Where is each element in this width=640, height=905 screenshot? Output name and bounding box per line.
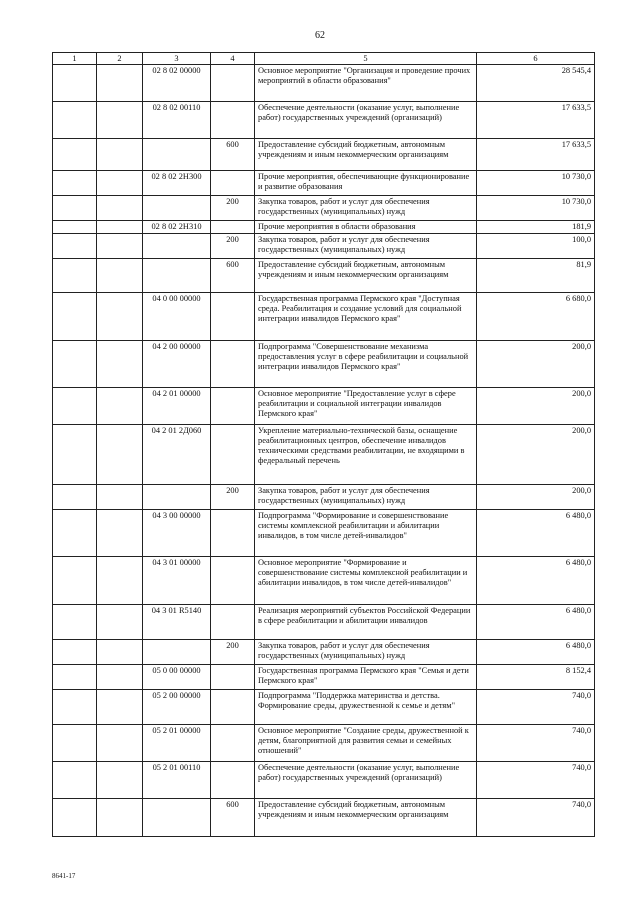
- table-header: [53, 53, 595, 65]
- cell-amount: 740,0: [477, 724, 595, 761]
- cell-amount: 81,9: [477, 258, 595, 292]
- cell-expense-type: 200: [211, 484, 255, 509]
- cell-expense-type: [211, 509, 255, 556]
- cell-name: Закупка товаров, работ и услуг для обеспечения государственных (муниципальных) нужд: [255, 196, 477, 221]
- table-row: [53, 258, 595, 292]
- cell-amount: 100,0: [477, 233, 595, 258]
- cell-amount: 6 480,0: [477, 639, 595, 664]
- cell-target-code: [143, 233, 211, 258]
- cell-expense-type: [211, 340, 255, 387]
- cell-col-1: [53, 689, 97, 724]
- cell-col-2: [97, 761, 143, 798]
- budget-table: [52, 52, 595, 837]
- cell-name: Подпрограмма "Поддержка материнства и детства. Формирование среды, дружественной к семье и детям": [255, 689, 477, 724]
- cell-name: Укрепление материально-технической базы, оснащение реабилитационных центров, обеспечение инвалидов техническими средствами реабилитации, не входящими в федеральный перечень: [255, 424, 477, 484]
- cell-col-1: [53, 798, 97, 836]
- header-col-5: 5: [255, 53, 477, 65]
- table-row: [53, 139, 595, 171]
- page-number: 62: [315, 30, 325, 41]
- table-row: [53, 340, 595, 387]
- cell-target-code: 04 3 01 R5140: [143, 604, 211, 639]
- cell-expense-type: 600: [211, 139, 255, 171]
- cell-amount: 10 730,0: [477, 196, 595, 221]
- cell-col-2: [97, 258, 143, 292]
- cell-target-code: 04 0 00 00000: [143, 292, 211, 340]
- table-row: [53, 484, 595, 509]
- header-col-3: 3: [143, 53, 211, 65]
- cell-target-code: [143, 196, 211, 221]
- table-row: [53, 221, 595, 234]
- cell-expense-type: [211, 424, 255, 484]
- cell-name: Закупка товаров, работ и услуг для обеспечения государственных (муниципальных) нужд: [255, 484, 477, 509]
- cell-target-code: 04 3 01 00000: [143, 556, 211, 604]
- cell-name: Государственная программа Пермского края "Доступная среда. Реабилитация и создание условий для социальной интеграции инвалидов Пермского края": [255, 292, 477, 340]
- cell-target-code: [143, 484, 211, 509]
- table-row: [53, 761, 595, 798]
- cell-expense-type: [211, 761, 255, 798]
- header-col-6: 6: [477, 53, 595, 65]
- cell-expense-type: [211, 556, 255, 604]
- cell-expense-type: 600: [211, 798, 255, 836]
- cell-target-code: 02 8 02 00000: [143, 65, 211, 102]
- cell-amount: 181,9: [477, 221, 595, 234]
- cell-amount: 8 152,4: [477, 664, 595, 689]
- cell-name: Реализация мероприятий субъектов Российской Федерации в сфере реабилитации и абилитации инвалидов: [255, 604, 477, 639]
- cell-col-1: [53, 509, 97, 556]
- cell-name: Закупка товаров, работ и услуг для обеспечения государственных (муниципальных) нужд: [255, 233, 477, 258]
- cell-col-2: [97, 689, 143, 724]
- cell-name: Прочие мероприятия в области образования: [255, 221, 477, 234]
- cell-expense-type: [211, 102, 255, 139]
- cell-amount: 200,0: [477, 340, 595, 387]
- cell-target-code: 05 2 01 00110: [143, 761, 211, 798]
- cell-amount: 6 480,0: [477, 556, 595, 604]
- cell-col-1: [53, 556, 97, 604]
- cell-name: Основное мероприятие "Формирование и совершенствование системы комплексной реабилитации и абилитации инвалидов, в том числе детей-инвалидов": [255, 556, 477, 604]
- cell-name: Обеспечение деятельности (оказание услуг, выполнение работ) государственных учреждений (организаций): [255, 102, 477, 139]
- cell-target-code: 04 2 01 2Д060: [143, 424, 211, 484]
- header-col-1: 1: [53, 53, 97, 65]
- cell-target-code: 05 2 00 00000: [143, 689, 211, 724]
- cell-amount: 740,0: [477, 798, 595, 836]
- cell-amount: 200,0: [477, 424, 595, 484]
- cell-col-2: [97, 639, 143, 664]
- cell-target-code: 04 2 00 00000: [143, 340, 211, 387]
- cell-col-1: [53, 424, 97, 484]
- cell-col-2: [97, 604, 143, 639]
- cell-expense-type: [211, 604, 255, 639]
- cell-target-code: 02 8 02 00110: [143, 102, 211, 139]
- table-row: [53, 424, 595, 484]
- cell-col-2: [97, 556, 143, 604]
- cell-target-code: 04 3 00 00000: [143, 509, 211, 556]
- table-row: [53, 292, 595, 340]
- table-row: [53, 664, 595, 689]
- cell-col-1: [53, 233, 97, 258]
- cell-col-1: [53, 604, 97, 639]
- cell-amount: 17 633,5: [477, 139, 595, 171]
- table-row: [53, 509, 595, 556]
- cell-col-2: [97, 509, 143, 556]
- footer-code: 8641-17: [52, 872, 76, 880]
- cell-target-code: [143, 798, 211, 836]
- cell-expense-type: [211, 387, 255, 424]
- cell-name: Подпрограмма "Совершенствование механизма предоставления услуг в сфере реабилитации и социальной интеграции инвалидов Пермского края": [255, 340, 477, 387]
- cell-target-code: 05 0 00 00000: [143, 664, 211, 689]
- table-body: [53, 65, 595, 837]
- cell-col-2: [97, 292, 143, 340]
- table-row: [53, 171, 595, 196]
- cell-name: Предоставление субсидий бюджетным, автономным учреждениям и иным некоммерческим организациям: [255, 139, 477, 171]
- table-row: [53, 798, 595, 836]
- cell-col-2: [97, 171, 143, 196]
- cell-target-code: [143, 258, 211, 292]
- cell-expense-type: 600: [211, 258, 255, 292]
- cell-expense-type: 200: [211, 196, 255, 221]
- cell-amount: 17 633,5: [477, 102, 595, 139]
- cell-amount: 200,0: [477, 387, 595, 424]
- table-row: [53, 387, 595, 424]
- cell-expense-type: [211, 65, 255, 102]
- table-row: [53, 196, 595, 221]
- cell-name: Предоставление субсидий бюджетным, автономным учреждениям и иным некоммерческим организациям: [255, 258, 477, 292]
- table-row: [53, 556, 595, 604]
- cell-col-2: [97, 424, 143, 484]
- cell-name: Закупка товаров, работ и услуг для обеспечения государственных (муниципальных) нужд: [255, 639, 477, 664]
- cell-expense-type: [211, 221, 255, 234]
- cell-expense-type: [211, 724, 255, 761]
- cell-amount: 10 730,0: [477, 171, 595, 196]
- cell-name: Основное мероприятие "Создание среды, дружественной к детям, благоприятной для развития семьи и семейных отношений": [255, 724, 477, 761]
- table-row: [53, 65, 595, 102]
- cell-col-1: [53, 171, 97, 196]
- cell-col-2: [97, 387, 143, 424]
- cell-expense-type: 200: [211, 233, 255, 258]
- header-col-2: 2: [97, 53, 143, 65]
- cell-amount: 740,0: [477, 689, 595, 724]
- cell-col-2: [97, 340, 143, 387]
- cell-col-1: [53, 340, 97, 387]
- cell-col-2: [97, 798, 143, 836]
- cell-expense-type: [211, 171, 255, 196]
- cell-col-2: [97, 139, 143, 171]
- cell-target-code: 02 8 02 2Н310: [143, 221, 211, 234]
- cell-target-code: 02 8 02 2Н300: [143, 171, 211, 196]
- cell-col-1: [53, 387, 97, 424]
- cell-col-1: [53, 664, 97, 689]
- cell-col-1: [53, 221, 97, 234]
- cell-target-code: 04 2 01 00000: [143, 387, 211, 424]
- table-row: [53, 233, 595, 258]
- cell-name: Государственная программа Пермского края "Семья и дети Пермского края": [255, 664, 477, 689]
- cell-target-code: [143, 639, 211, 664]
- cell-expense-type: 200: [211, 639, 255, 664]
- cell-col-1: [53, 761, 97, 798]
- cell-expense-type: [211, 689, 255, 724]
- cell-amount: 200,0: [477, 484, 595, 509]
- cell-name: Обеспечение деятельности (оказание услуг, выполнение работ) государственных учреждений (организаций): [255, 761, 477, 798]
- cell-col-2: [97, 102, 143, 139]
- cell-col-2: [97, 65, 143, 102]
- cell-col-1: [53, 102, 97, 139]
- table-row: [53, 102, 595, 139]
- cell-expense-type: [211, 292, 255, 340]
- cell-col-2: [97, 196, 143, 221]
- cell-name: Основное мероприятие "Организация и проведение прочих мероприятий в области образования": [255, 65, 477, 102]
- cell-col-1: [53, 196, 97, 221]
- cell-amount: 28 545,4: [477, 65, 595, 102]
- cell-col-2: [97, 484, 143, 509]
- cell-col-2: [97, 664, 143, 689]
- cell-name: Основное мероприятие "Предоставление услуг в сфере реабилитации и социальной интеграции инвалидов Пермского края": [255, 387, 477, 424]
- cell-target-code: 05 2 01 00000: [143, 724, 211, 761]
- cell-col-1: [53, 65, 97, 102]
- cell-name: Подпрограмма "Формирование и совершенствование системы комплексной реабилитации и абилитации инвалидов, в том числе детей-инвалидов": [255, 509, 477, 556]
- cell-col-2: [97, 221, 143, 234]
- cell-col-1: [53, 292, 97, 340]
- cell-col-1: [53, 639, 97, 664]
- cell-col-1: [53, 484, 97, 509]
- cell-col-2: [97, 233, 143, 258]
- cell-amount: 6 480,0: [477, 509, 595, 556]
- cell-name: Предоставление субсидий бюджетным, автономным учреждениям и иным некоммерческим организациям: [255, 798, 477, 836]
- cell-col-1: [53, 724, 97, 761]
- cell-expense-type: [211, 664, 255, 689]
- cell-name: Прочие мероприятия, обеспечивающие функционирование и развитие образования: [255, 171, 477, 196]
- table-row: [53, 689, 595, 724]
- header-col-4: 4: [211, 53, 255, 65]
- table-row: [53, 604, 595, 639]
- cell-col-1: [53, 258, 97, 292]
- table-row: [53, 724, 595, 761]
- cell-amount: 6 480,0: [477, 604, 595, 639]
- cell-target-code: [143, 139, 211, 171]
- cell-amount: 6 680,0: [477, 292, 595, 340]
- cell-amount: 740,0: [477, 761, 595, 798]
- table-row: [53, 639, 595, 664]
- cell-col-2: [97, 724, 143, 761]
- cell-col-1: [53, 139, 97, 171]
